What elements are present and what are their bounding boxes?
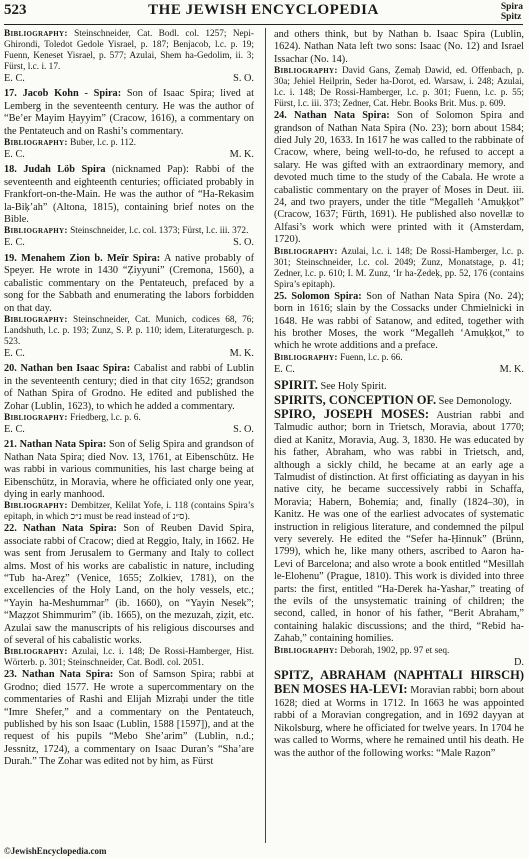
- running-heads: [501, 2, 523, 22]
- bibliography: [4, 501, 254, 523]
- entry-text: Son of Solomon Spira and grandson of Nathan Nata Spira (No. 23); born about 1584; died July 20, 1633. In 1617 he was called to the rabbinate of Cracow, where, being well-to-do, he refused to accept a salary. He was gifted with an extraordinary memory, and devoted much time to the study of the Cabala. He wrote a cabalistic commentary on the prayer of Moses in Deut. iii. 24, and two prayers, under the title “Megalleh ‘Amuḳḳot” (Cracow, 1637; Fürth, 1691). He published also novellæ to Alfasi’s work which were printed with it (Amsterdam, 1720).: [274, 110, 524, 246]
- header-rule: [4, 24, 523, 25]
- bibliography-text: Deborah, 1902, pp. 97 et seq.: [337, 645, 450, 656]
- bibliography-label: Bibliography:: [4, 647, 68, 658]
- sub-entry: [274, 291, 524, 353]
- sub-entry: [4, 164, 254, 226]
- sub-entry: [4, 253, 254, 315]
- running-title: THE JEWISH ENCYCLOPEDIA: [148, 2, 379, 18]
- page-header: [4, 2, 523, 24]
- author-signature: [274, 364, 524, 376]
- signature-initials-right: M. K.: [229, 347, 254, 359]
- bibliography-label: Bibliography:: [274, 645, 338, 656]
- copyright-footer: ©JewishEncyclopedia.com: [4, 846, 107, 856]
- signature-initials-right: M. K.: [229, 149, 254, 161]
- bibliography: [4, 29, 254, 73]
- sub-entry: [4, 88, 254, 138]
- bibliography-text: Fuenn, l.c. p. 66.: [337, 352, 403, 363]
- bibliography: [4, 138, 254, 149]
- article-entry: [274, 394, 524, 408]
- entry-text: Son of Reuben David Spira, associate rabbi of Cracow; died at Reggio, Italy, in 1662. He was sent from Jerusalem to Germany and Italy to collect alms. Most of his works are cabalistic in nature, including “Tub ha-Areẓ” (Venice, 1655; Zolkiev, 1781), on the excellencies of the Holy Land, on the holy vessels, etc.; “Yayin ha-Meshummar” (ib. 1660), on “Yayin Nesek”; “Maẓẓot Shimmurim” (ib. 1665), on the mezuzah, ẓiẓit, etc. Azulai saw the manuscripts of his religious discourses and of several of his cabalistic works.: [4, 523, 254, 647]
- entry-text: (nicknamed Pap): Rabbi of the seventeenth and eighteenth centuries; officiated probably in Frankfort-on-the-Main. He was the author of “Ha-Rekasim la-Biḳ’ah” (Altona, 1815), containing brief notes on the Bible.: [4, 164, 254, 226]
- entry-heading: SPIRITS, CONCEPTION OF.: [274, 392, 437, 407]
- entry-text: Son of Nathan Nata Spira (No. 24); born in 1616; slain by the Cossacks under Chmielnicki in 1648. He was rabbi of Satanow, and edited, together with his brother Moses, the work “Megalleh ‘Amuḳḳot,” to which he wrote additions and a preface.: [274, 290, 524, 352]
- signature-initials-left: E. C.: [4, 149, 25, 161]
- entry-text: Son of Selig Spira and grandson of Nathan Nata Spira; died Nov. 13, 1761, at Eibenschütz. He was rabbi in various communities, his last charge being at Eibenschütz, in Moravia, where he officiated only one year, dying in early manhood.: [4, 439, 254, 500]
- left-column: [4, 29, 254, 769]
- entry-text: Moravian rabbi; born about 1628; died at Worms in 1712. In 1663 he was appointed rabbi of a Moravian congregation, and in 1692 dayyan at Nikolsburg, where he officiated for twelve years. In 1704 he was called to Worms, where he remained until his death. He was the author of the following works: “Male Raẓon”: [274, 685, 524, 759]
- sub-entry: [274, 29, 524, 66]
- bibliography-text: Steinschneider, Cat. Munich, codices 68, 76; Landshuth, l.c. p. 193; Zunz, S. P. p. 110; idem, Literaturgesch. p. 523.: [4, 314, 254, 347]
- signature-initials-left: E. C.: [274, 363, 295, 375]
- bibliography: [274, 646, 524, 657]
- page-number: 523: [4, 2, 27, 18]
- bibliography-text: Azulai, l.c. i. 148; De Rossi-Hamberger, l.c. p. 301; Steinschneider, l.c. col. 2049; Zunz, Monatstage, p. 41; Zedner, l.c. p. 610; I. M. Zunz, ‘Ir ha-Ẓedeḳ, pp. 52, 176 (contains Spira’s epitaph).: [274, 246, 524, 290]
- bibliography-label: Bibliography:: [274, 246, 338, 257]
- bibliography: [274, 247, 524, 291]
- entry-text: See Demonology.: [436, 395, 512, 407]
- bibliography: [4, 413, 254, 424]
- entry-text: and others think, but by Nathan b. Isaac Spira (Lublin, 1624). Nathan Nata left two sons: Isaac (No. 12) and Israel Issachar (No. 14).: [274, 29, 524, 65]
- bibliography: [4, 647, 254, 669]
- author-initial: D.: [513, 656, 524, 668]
- bibliography-label: Bibliography:: [274, 66, 338, 77]
- signature-initials-left: E. C.: [4, 237, 25, 249]
- entry-heading: 24. Nathan Nata Spira:: [274, 110, 390, 122]
- bibliography: [4, 226, 254, 237]
- bibliography-text: Dembitzer, Kelilat Yofe, i. 118 (contains Spira’s epitaph, in which נ״כ must be read instead of ס״נ).: [4, 501, 254, 523]
- author-signature: [4, 149, 254, 161]
- bibliography-text: Azulai, l.c. i. 148; De Rossi-Hamberger, Hist. Wörterb. p. 301; Steinschneider, Cat. Bodl. col. 2051.: [4, 647, 254, 669]
- entry-heading: 18. Judah Löb Spira: [4, 164, 106, 176]
- entry-heading: SPITZ, ABRAHAM (NAPHTALI HIRSCH) BEN MOSES HA-LEVI:: [274, 668, 524, 697]
- running-head-first: Spira: [500, 2, 523, 12]
- entry-heading: 22. Nathan Nata Spira:: [4, 523, 117, 535]
- author-signature: [4, 424, 254, 436]
- bibliography-label: Bibliography:: [4, 29, 68, 39]
- sub-entry: [4, 523, 254, 647]
- bibliography-label: Bibliography:: [274, 352, 338, 363]
- signature-initials-right: S. O.: [233, 237, 254, 249]
- signature-initials-right: S. O.: [233, 73, 254, 84]
- bibliography-text: Steinschneider, Cat. Bodl. col. 1257; Nepi-Ghirondi, Toledot Gedole Yisrael, p. 187; Benjacob, l.c. p. 19; Fuenn, Keneset Yisrael, p. 577; Azulai, Shem ha-Gedolim, ii. 3; Fürst, l.c. i. 17.: [4, 29, 254, 72]
- signature-initials-right: M. K.: [499, 363, 524, 375]
- entry-text: See Holy Spirit.: [317, 381, 387, 393]
- bibliography-label: Bibliography:: [4, 412, 68, 423]
- entry-heading: 23. Nathan Nata Spira:: [4, 669, 114, 681]
- entry-heading: SPIRIT.: [274, 378, 318, 393]
- entry-text: Austrian rabbi and Talmudic author; born in Trietsch, Moravia, about 1770; died at Kanitz, Moravia, Aug. 3, 1830. He was educated by his father, Abraham, who was rabbi in Trietsch, and, although a sickly child, he became at an early age a Talmudist of distinction. At first officiating as dayyan in his native city, he became successively rabbi in Schaffa, Moravia; Habern, Bohemia; and, finally (1824–30), in Kanitz. He was one of the earliest advocates of systematic instruction in religious literature, and condemned the pilpul very severely. He edited the “Sefer ha-Ḥinnuk” (Brünn, 1799), which he, like many others, ascribed to Aaron ha-Levi of Barcelona; and also wrote a book entitled “Mesillah le-Elohenu” (Prague, 1810). This work is divided into three parts: the first, entitled “Ha-Derek ha-Yashar,” treating of the evils of the unsystematic training of children; the second, called, in honor of his father, “Berit Abraham,” containing halakic discussions; and the third, “Rebid ha-Zahab,” containing homilies.: [274, 409, 525, 645]
- sub-entry: [4, 669, 254, 768]
- entry-text: Son of Samson Spira; rabbi at Grodno; died 1577. He wrote a supercommentary on the commentaries of Rashi and Elijah Mizraḥi under the title “Imre Shefer,” and a commentary on the Pentateuch, published by his son Isaac (Lublin, 1588 [1597]), and at the request of his pupils “Mebo She’arim” (Lublin, n.d.; Jessnitz, 1724), a commentary on Isaac Duran’s “Sha’are Durah.” The Zohar was edited not by him, as Fürst: [4, 669, 254, 768]
- entry-heading: 21. Nathan Nata Spira:: [4, 439, 107, 451]
- article-entry: [274, 408, 524, 646]
- bibliography: [274, 66, 524, 110]
- entry-heading: 19. Menahem Zion b. Meïr Spira:: [4, 252, 161, 264]
- entry-heading: SPIRO, JOSEPH MOSES:: [274, 406, 430, 421]
- signature-initials-left: E. C.: [4, 347, 25, 359]
- author-signature: [4, 237, 254, 249]
- column-divider: [265, 28, 266, 843]
- bibliography: [274, 353, 524, 364]
- bibliography-label: Bibliography:: [4, 501, 68, 512]
- article-entry: [274, 669, 524, 760]
- bibliography: [4, 315, 254, 348]
- article-entry: [274, 379, 524, 393]
- sub-entry: [4, 363, 254, 413]
- entry-text: A native probably of Speyer. He wrote in 1430 “Ẓiyyuni” (Cremona, 1560), a cabalistic commentary on the Pentateuch, prefaced by a song for the Sabbath and enumerating the labors forbidden on that day.: [4, 252, 255, 314]
- bibliography-label: Bibliography:: [4, 314, 68, 325]
- right-column: [274, 29, 524, 760]
- entry-text: Cabalist and rabbi of Lublin in the seventeenth century; died in that city 1652; grandson of Nathan Spira of Grodno. He edited and published the Zohar (Lublin, 1623), to which he added a commentary.: [4, 363, 254, 412]
- entry-heading: 17. Jacob Kohn - Spira:: [4, 88, 122, 100]
- author-signature: [4, 348, 254, 360]
- bibliography-text: Buber, l.c. p. 112.: [67, 138, 136, 149]
- entry-heading: 25. Solomon Spira:: [274, 290, 362, 302]
- running-head-last: Spitz: [500, 12, 522, 22]
- bibliography-label: Bibliography:: [4, 226, 68, 237]
- entry-heading: 20. Nathan ben Isaac Spira:: [4, 363, 131, 375]
- signature-initials-right: S. O.: [233, 423, 254, 435]
- signature-initials-left: E. C.: [4, 73, 25, 84]
- bibliography-label: Bibliography:: [4, 138, 68, 149]
- author-signature: [4, 73, 254, 85]
- sub-entry: [274, 110, 524, 246]
- signature-initials-left: E. C.: [4, 423, 25, 435]
- bibliography-text: Steinschneider, l.c. col. 1373; Fürst, l.c. iii. 372.: [67, 226, 249, 237]
- entry-text: Son of Isaac Spira; lived at Lemberg in the seventeenth century. He was the author of “Be’er Mayim Ḥayyim” (Cracow, 1616), a commentary on the Pentateuch and on Rashi’s commentary.: [4, 88, 254, 137]
- sub-entry: [4, 439, 254, 501]
- bibliography-text: David Gans, Ẓemaḥ Dawid, ed. Offenbach, p. 30a; Jehiel Heilprin, Seder ha-Dorot, ed. Warsaw, i. 248; Azulai, l.c. i. 148; De Rossi-Hamberger, l.c. p. 301; Fuenn, l.c. p. 55; Fürst, l.c. iii. 373; Zedner, Cat. Hebr. Books Brit. Mus. p. 609.: [274, 66, 524, 110]
- bibliography-text: Friedberg, l.c. p. 6.: [67, 412, 141, 423]
